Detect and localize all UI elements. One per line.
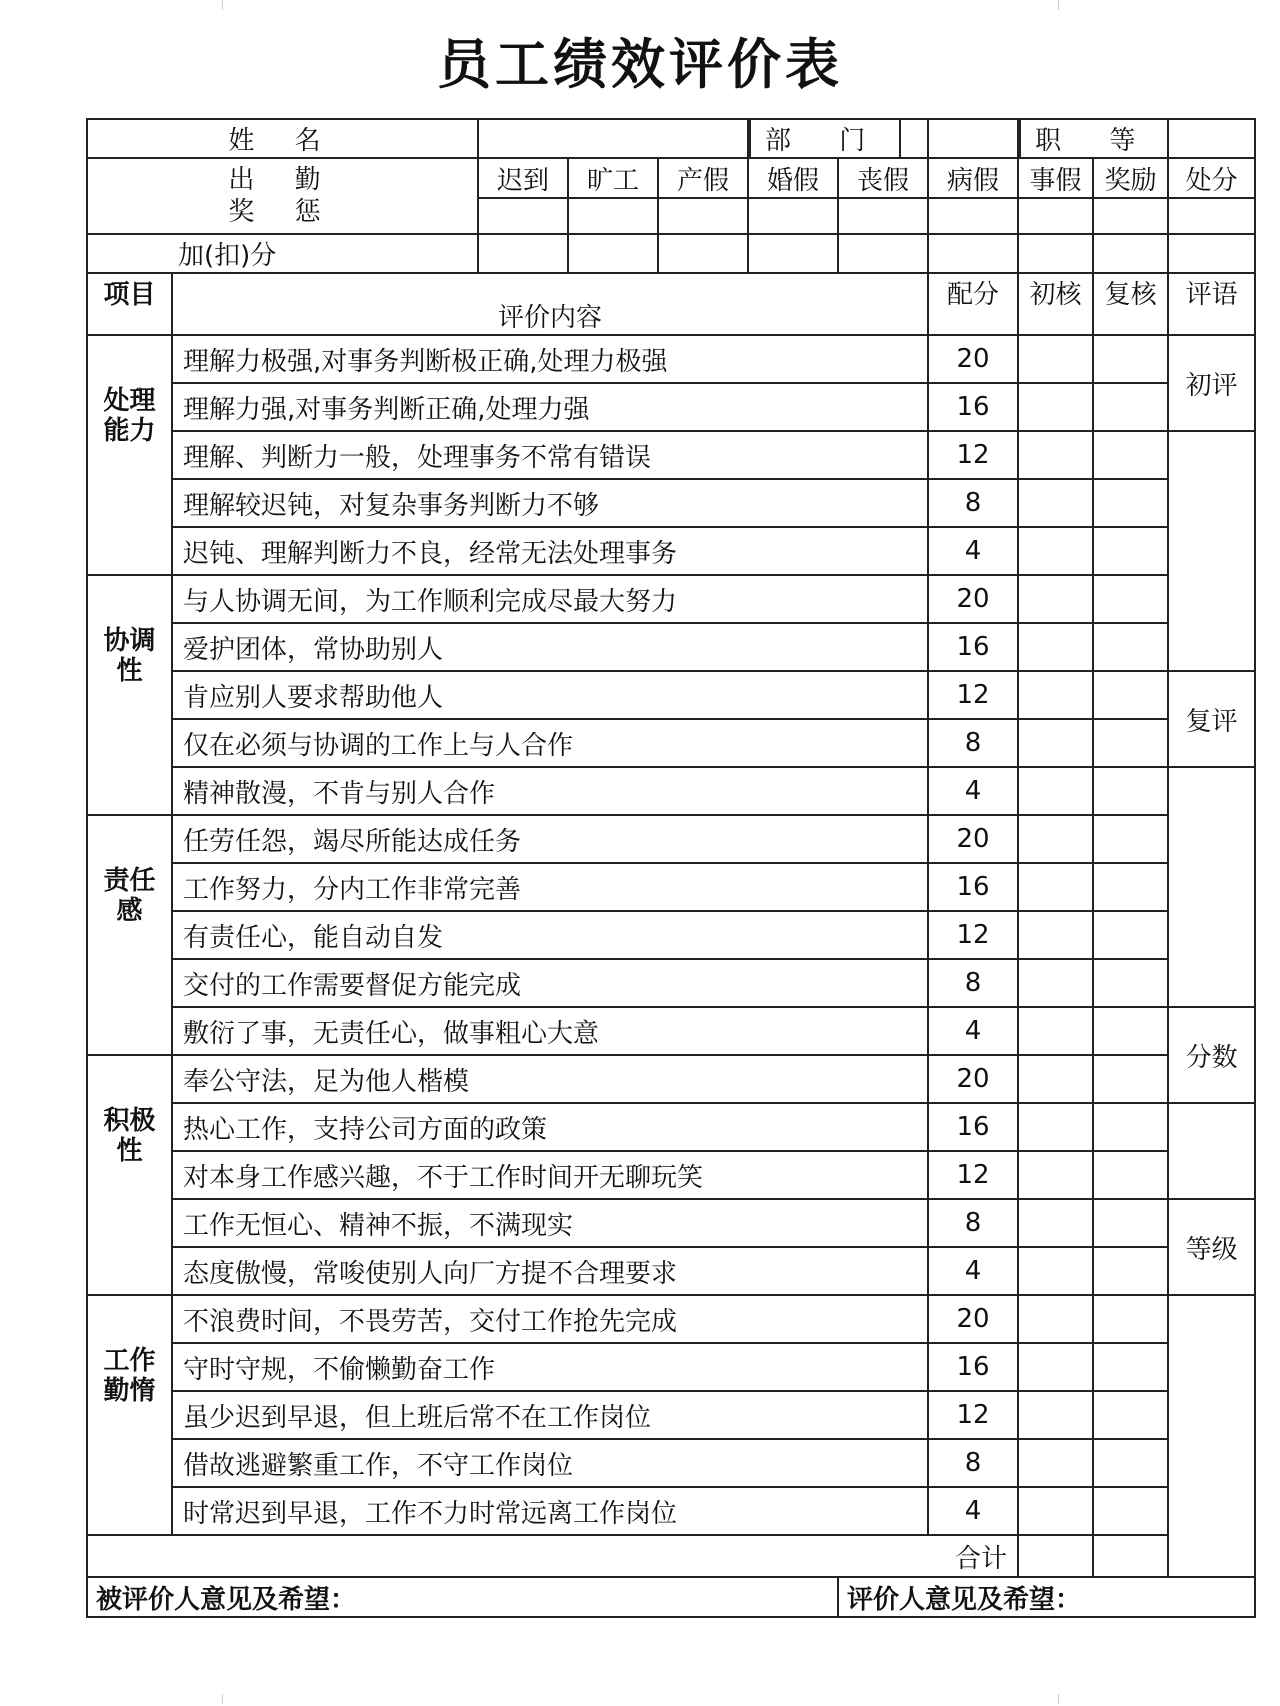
attendance-value-field[interactable]: [1018, 198, 1093, 234]
criterion-points: 8: [928, 479, 1018, 527]
category-label: [87, 575, 172, 815]
criterion-points: 8: [928, 1439, 1018, 1487]
criterion-text: 工作无恒心、精神不振，不满现实: [172, 1199, 928, 1247]
criterion-points: 12: [928, 1151, 1018, 1199]
total-label: 合计: [87, 1535, 1018, 1577]
attendance-value-field[interactable]: [928, 198, 1018, 234]
second-check-field[interactable]: [1093, 527, 1168, 575]
first-check-field[interactable]: [1018, 479, 1093, 527]
first-check-field[interactable]: [1018, 335, 1093, 383]
item-header: 项目: [87, 273, 172, 335]
criterion-points: 16: [928, 383, 1018, 431]
criterion-text: 理解力极强,对事务判断极正确,处理力极强: [172, 335, 928, 383]
first-check-field[interactable]: [1018, 1343, 1093, 1391]
content-header: 评价内容: [172, 273, 928, 335]
adjust-value-field[interactable]: [1093, 234, 1168, 273]
second-check-field[interactable]: [1093, 623, 1168, 671]
remark-field[interactable]: [1168, 767, 1255, 1007]
criterion-points: 20: [928, 335, 1018, 383]
adjust-value-field[interactable]: [1168, 234, 1255, 273]
attendance-column-header: 处分: [1168, 158, 1255, 198]
second-check-field[interactable]: [1093, 1343, 1168, 1391]
first-check-field[interactable]: [1018, 1439, 1093, 1487]
total-second-field[interactable]: [1093, 1535, 1168, 1577]
category-label: [87, 1295, 172, 1535]
name-label: 姓 名: [87, 119, 478, 158]
evaluator-opinion-label: 评价人意见及希望：: [838, 1577, 1255, 1617]
second-check-header: 复核: [1093, 273, 1168, 335]
first-check-field[interactable]: [1018, 1295, 1093, 1343]
criterion-points: 16: [928, 1103, 1018, 1151]
adjust-value-field[interactable]: [658, 234, 748, 273]
criterion-points: 4: [928, 1487, 1018, 1535]
criterion-text: 理解、判断力一般，处理事务不常有错误: [172, 431, 928, 479]
criterion-points: 8: [928, 719, 1018, 767]
second-check-field[interactable]: [1093, 1247, 1168, 1295]
second-check-field[interactable]: [1093, 383, 1168, 431]
criterion-text: 工作努力，分内工作非常完善: [172, 863, 928, 911]
second-check-field[interactable]: [1093, 1055, 1168, 1103]
attendance-column-header: 丧假: [838, 158, 928, 198]
criterion-text: 时常迟到早退，工作不力时常远离工作岗位: [172, 1487, 928, 1535]
attendance-column-header: 婚假: [748, 158, 838, 198]
first-check-field[interactable]: [1018, 911, 1093, 959]
criterion-text: 借故逃避繁重工作，不守工作岗位: [172, 1439, 928, 1487]
attendance-column-header: 旷工: [568, 158, 658, 198]
first-check-field[interactable]: [1018, 1103, 1093, 1151]
attendance-column-header: 事假: [1018, 158, 1093, 198]
criterion-text: 虽少迟到早退，但上班后常不在工作岗位: [172, 1391, 928, 1439]
criterion-text: 与人协调无间，为工作顺利完成尽最大努力: [172, 575, 928, 623]
criterion-text: 爱护团体，常协助别人: [172, 623, 928, 671]
criterion-text: 热心工作，支持公司方面的政策: [172, 1103, 928, 1151]
criterion-text: 守时守规，不偷懒勤奋工作: [172, 1343, 928, 1391]
category-name: 处理能力: [103, 386, 156, 446]
criterion-text: 理解较迟钝，对复杂事务判断力不够: [172, 479, 928, 527]
first-check-field[interactable]: [1018, 575, 1093, 623]
category-label: [87, 815, 172, 1055]
second-check-field[interactable]: [1093, 959, 1168, 1007]
second-check-field[interactable]: [1093, 1007, 1168, 1055]
evaluation-form: [86, 118, 1256, 1618]
total-first-field[interactable]: [1018, 1535, 1093, 1577]
attendance-column-header: 迟到: [478, 158, 568, 198]
category-name: 责任感: [103, 866, 156, 926]
second-check-field[interactable]: [1093, 767, 1168, 815]
first-check-field[interactable]: [1018, 1487, 1093, 1535]
adjust-value-field[interactable]: [478, 234, 568, 273]
attendance-value-field[interactable]: [658, 198, 748, 234]
crop-mark-top-left: [188, 0, 223, 10]
criterion-text: 不浪费时间，不畏劳苦，交付工作抢先完成: [172, 1295, 928, 1343]
dept-cell: [748, 119, 928, 158]
attendance-value-field[interactable]: [838, 198, 928, 234]
crop-mark-bottom-right: [1058, 1694, 1093, 1704]
first-check-field[interactable]: [1018, 1247, 1093, 1295]
attendance-value-field[interactable]: [748, 198, 838, 234]
criterion-text: 奉公守法，足为他人楷模: [172, 1055, 928, 1103]
criterion-points: 12: [928, 431, 1018, 479]
criterion-points: 8: [928, 1199, 1018, 1247]
first-check-field[interactable]: [1018, 431, 1093, 479]
second-check-field[interactable]: [1093, 911, 1168, 959]
second-check-field[interactable]: [1093, 431, 1168, 479]
criterion-points: 16: [928, 863, 1018, 911]
first-check-field[interactable]: [1018, 383, 1093, 431]
criterion-text: 迟钝、理解判断力不良，经常无法处理事务: [172, 527, 928, 575]
adjust-value-field[interactable]: [838, 234, 928, 273]
criterion-points: 16: [928, 1343, 1018, 1391]
adjust-value-field[interactable]: [1018, 234, 1093, 273]
criterion-points: 20: [928, 1055, 1018, 1103]
first-check-field[interactable]: [1018, 527, 1093, 575]
criterion-text: 肯应别人要求帮助他人: [172, 671, 928, 719]
second-check-field[interactable]: [1093, 1295, 1168, 1343]
page-title: 员工绩效评价表: [437, 33, 843, 96]
criterion-points: 12: [928, 911, 1018, 959]
criterion-points: 12: [928, 671, 1018, 719]
dept-field[interactable]: [928, 119, 1018, 158]
criterion-text: 精神散漫，不肯与别人合作: [172, 767, 928, 815]
second-check-field[interactable]: [1093, 1199, 1168, 1247]
remark-field[interactable]: [1168, 1103, 1255, 1199]
evaluatee-opinion-label: 被评价人意见及希望：: [87, 1577, 838, 1617]
reward-label: 奖 惩: [228, 197, 337, 227]
first-check-field[interactable]: [1018, 719, 1093, 767]
comment-header: 评语: [1168, 273, 1255, 335]
second-check-field[interactable]: [1093, 719, 1168, 767]
second-check-field[interactable]: [1093, 1487, 1168, 1535]
criterion-text: 对本身工作感兴趣，不于工作时间开无聊玩笑: [172, 1151, 928, 1199]
criterion-points: 20: [928, 575, 1018, 623]
criterion-text: 交付的工作需要督促方能完成: [172, 959, 928, 1007]
second-check-field[interactable]: [1093, 863, 1168, 911]
second-check-field[interactable]: [1093, 1439, 1168, 1487]
name-field[interactable]: [478, 119, 748, 158]
remark-field[interactable]: [1168, 1295, 1255, 1577]
attendance-label: 出 勤: [228, 165, 337, 195]
category-name: 积极性: [103, 1106, 156, 1166]
first-check-field[interactable]: [1018, 767, 1093, 815]
first-check-field[interactable]: [1018, 1199, 1093, 1247]
attendance-value-field[interactable]: [478, 198, 568, 234]
grade-cell: [1018, 119, 1168, 158]
second-check-field[interactable]: [1093, 1103, 1168, 1151]
criterion-text: 敷衍了事，无责任心，做事粗心大意: [172, 1007, 928, 1055]
second-check-field[interactable]: [1093, 815, 1168, 863]
criterion-points: 8: [928, 959, 1018, 1007]
crop-mark-top-right: [1058, 0, 1093, 10]
adjust-value-field[interactable]: [748, 234, 838, 273]
criterion-points: 12: [928, 1391, 1018, 1439]
attendance-value-field[interactable]: [568, 198, 658, 234]
adjust-value-field[interactable]: [928, 234, 1018, 273]
remark-first-label: 初评: [1168, 335, 1255, 431]
criterion-points: 20: [928, 815, 1018, 863]
first-check-field[interactable]: [1018, 623, 1093, 671]
first-check-field[interactable]: [1018, 1391, 1093, 1439]
second-check-field[interactable]: [1093, 1151, 1168, 1199]
attendance-value-field[interactable]: [1168, 198, 1255, 234]
second-check-field[interactable]: [1093, 671, 1168, 719]
score-header: 配分: [928, 273, 1018, 335]
adjust-value-field[interactable]: [568, 234, 658, 273]
criterion-text: 任劳任怨，竭尽所能达成任务: [172, 815, 928, 863]
criterion-points: 4: [928, 767, 1018, 815]
second-check-field[interactable]: [1093, 335, 1168, 383]
second-check-field[interactable]: [1093, 1391, 1168, 1439]
remark-second-label: 复评: [1168, 671, 1255, 767]
criterion-text: 态度傲慢，常唆使别人向厂方提不合理要求: [172, 1247, 928, 1295]
attendance-column-header: 产假: [658, 158, 748, 198]
category-label: [87, 335, 172, 575]
first-check-field[interactable]: [1018, 959, 1093, 1007]
category-name: 协调性: [103, 626, 156, 686]
category-name: 工作勤惰: [103, 1346, 156, 1406]
grade-label: 职 等: [1019, 120, 1168, 157]
remark-grade-label: 等级: [1168, 1199, 1255, 1295]
attendance-reward-label: [87, 158, 478, 234]
first-check-field[interactable]: [1018, 1007, 1093, 1055]
crop-mark-bottom-left: [188, 1694, 223, 1704]
dept-label: 部 门: [749, 120, 901, 157]
second-check-field[interactable]: [1093, 479, 1168, 527]
first-check-field[interactable]: [1018, 1151, 1093, 1199]
grade-field[interactable]: [1168, 119, 1255, 158]
attendance-column-header: 病假: [928, 158, 1018, 198]
first-check-header: 初核: [1018, 273, 1093, 335]
first-check-field[interactable]: [1018, 1055, 1093, 1103]
first-check-field[interactable]: [1018, 815, 1093, 863]
criterion-text: 理解力强,对事务判断正确,处理力强: [172, 383, 928, 431]
category-label: [87, 1055, 172, 1295]
criterion-points: 4: [928, 1247, 1018, 1295]
criterion-points: 4: [928, 1007, 1018, 1055]
remark-score-label: 分数: [1168, 1007, 1255, 1103]
criterion-points: 20: [928, 1295, 1018, 1343]
first-check-field[interactable]: [1018, 671, 1093, 719]
criterion-text: 仅在必须与协调的工作上与人合作: [172, 719, 928, 767]
first-check-field[interactable]: [1018, 863, 1093, 911]
criterion-points: 4: [928, 527, 1018, 575]
remark-field[interactable]: [1168, 431, 1255, 671]
criterion-points: 16: [928, 623, 1018, 671]
adjust-label: 加(扣)分: [87, 234, 478, 273]
attendance-value-field[interactable]: [1093, 198, 1168, 234]
criterion-text: 有责任心，能自动自发: [172, 911, 928, 959]
attendance-column-header: 奖励: [1093, 158, 1168, 198]
second-check-field[interactable]: [1093, 575, 1168, 623]
